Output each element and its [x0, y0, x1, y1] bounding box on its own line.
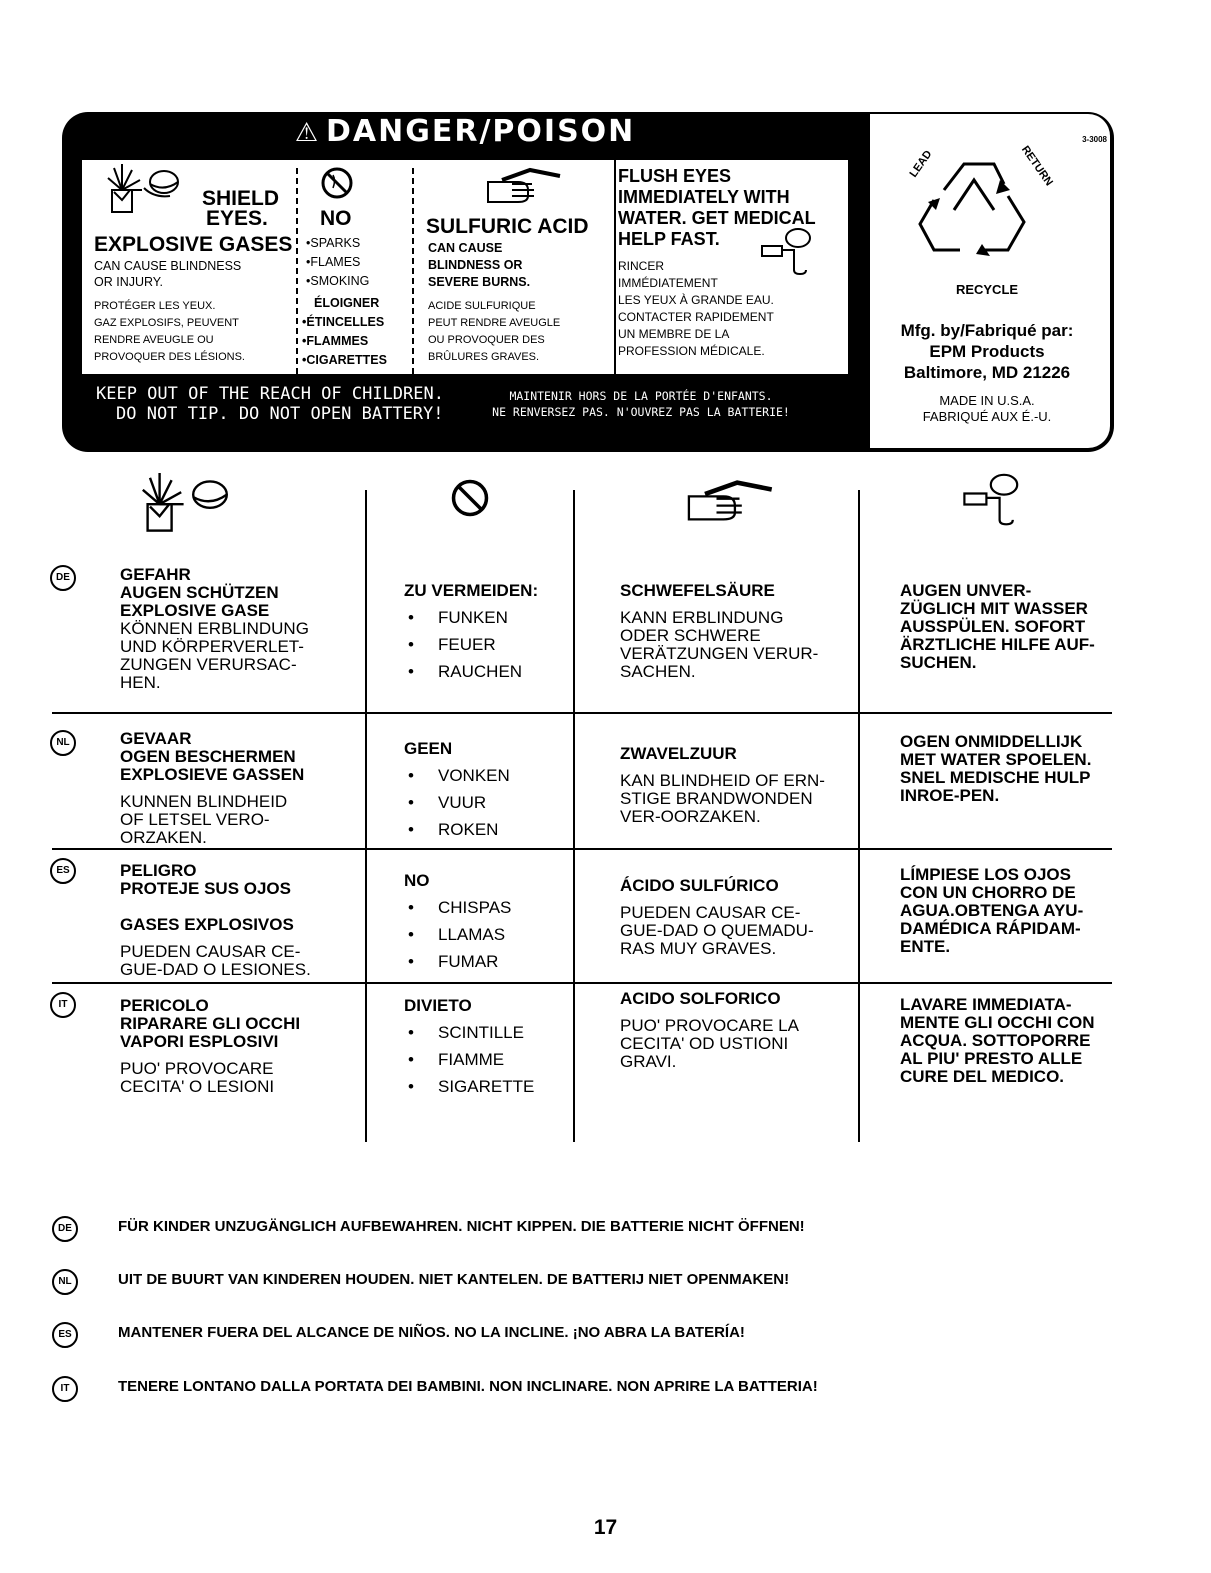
text-line: AGUA.OBTENGA AYU- [900, 901, 1084, 920]
text-line: INROE-PEN. [900, 786, 1000, 805]
text-line: AUSSPÜLEN. SOFORT [900, 617, 1086, 636]
text-line: VERÄTZUNGEN VERUR- [620, 644, 819, 663]
text-line: PUO' PROVOCARE LA [620, 1016, 799, 1035]
text-line: ZUNGEN VERURSAC- [120, 655, 297, 674]
text-line: SACHEN. [620, 662, 696, 681]
list-item: • VONKEN [404, 767, 510, 785]
text-line: DAMÉDICA RÁPIDAM- [900, 919, 1081, 938]
text-line: SCHWEFELSÄURE [620, 581, 775, 600]
list-item: • RAUCHEN [404, 663, 538, 681]
grid-divider [573, 490, 575, 1142]
eyes-heading: EYES. [206, 207, 268, 230]
no-fr-items [302, 294, 387, 370]
es-col4 [900, 866, 1083, 956]
language-badge-nl: NL [52, 1269, 78, 1295]
text-line: PERICOLO [120, 996, 209, 1015]
text-line: GEVAAR [120, 729, 192, 748]
nl-col3 [620, 745, 825, 826]
made-line: FABRIQUÉ AUX É.-U. [922, 409, 1052, 424]
list-item: • FEUER [404, 636, 538, 654]
text-line: SUCHEN. [900, 653, 977, 672]
label-title-text: DANGER/POISON [326, 114, 636, 149]
text-line: PUO' PROVOCARE [120, 1059, 274, 1078]
text-line: ODER SCHWERE [620, 626, 761, 645]
column-divider [296, 168, 298, 374]
text-line: GEFAHR [120, 565, 191, 584]
text-line: LÍMPIESE LOS OJOS [900, 865, 1071, 884]
text-line: OU PROVOQUER DES [428, 334, 545, 346]
text-line: MAINTENIR HORS DE LA PORTÉE D'ENFANTS. [509, 389, 773, 403]
text-line: AUGEN UNVER- [900, 581, 1032, 600]
text-line: ORZAKEN. [120, 828, 207, 847]
text-line: ZU VERMEIDEN: [404, 581, 539, 600]
language-badge-nl: NL [50, 730, 76, 756]
text-line: OGEN BESCHERMEN [120, 747, 296, 766]
shield-fr-text [94, 298, 245, 366]
explosion-eye-icon [104, 162, 184, 216]
text-line: PROTEJE SUS OJOS [120, 879, 291, 898]
explosive-gases-heading: EXPLOSIVE GASES [94, 233, 293, 256]
it-col4 [900, 996, 1095, 1086]
sulfuric-acid-heading: SULFURIC ACID [426, 215, 589, 238]
text-line: UN MEMBRE DE LA [618, 327, 730, 341]
text-line: EXPLOSIVE GASE [120, 601, 270, 620]
acid-hand-icon [682, 478, 774, 524]
text-line: RAS MUY GRAVES. [620, 939, 777, 958]
text-line: CAN CAUSE BLINDNESS [94, 259, 242, 273]
text-line: RIPARARE GLI OCCHI [120, 1014, 301, 1033]
label-code: 3-3008 [1082, 135, 1107, 144]
text-line: CONTACTER RAPIDEMENT [618, 310, 774, 324]
return-text: RETURN [1018, 143, 1055, 189]
text-line: RINCER [618, 259, 665, 273]
acid-fr-text [428, 298, 560, 366]
it-col2 [404, 997, 534, 1096]
language-badge-es: ES [52, 1322, 78, 1348]
es-col1 [120, 862, 311, 979]
list-item: • FUMAR [404, 953, 511, 971]
text-line: PUEDEN CAUSAR CE- [120, 942, 301, 961]
text-line: CECITA' O LESIONI [120, 1077, 275, 1096]
flush-fr-text [618, 258, 774, 360]
text-line: KÖNNEN ERBLINDUNG [120, 619, 309, 638]
text-line: PROVOQUER DES LÉSIONS. [94, 351, 245, 363]
text-line: GEEN [404, 739, 453, 758]
text-line: ACQUA. SOTTOPORRE [900, 1031, 1091, 1050]
grid-divider [858, 490, 860, 1142]
text-line: EXPLOSIEVE GASSEN [120, 765, 305, 784]
de-col4 [900, 582, 1095, 672]
list-item: •FLAMMES [302, 334, 369, 348]
list-item: • CHISPAS [404, 899, 511, 917]
text-line: OR INJURY. [94, 275, 164, 289]
text-line: AL PIU' PRESTO ALLE [900, 1049, 1083, 1068]
text-line: PROTÉGER LES YEUX. [94, 300, 216, 312]
language-badge-it: IT [50, 992, 76, 1018]
list-item: • LLAMAS [404, 926, 511, 944]
no-smoking-icon [450, 478, 490, 518]
no-smoking-icon [320, 166, 354, 200]
no-heading: NO [320, 207, 352, 230]
es-col2 [404, 872, 511, 971]
text-line: HELP FAST. [618, 229, 720, 249]
grid-divider [365, 490, 367, 1142]
list-item: • ROKEN [404, 821, 510, 839]
de-col3 [620, 582, 818, 681]
text-line: GUE-DAD O QUEMADU- [620, 921, 814, 940]
row-divider [52, 982, 1112, 984]
language-badge-de: DE [52, 1216, 78, 1242]
lead-text: LEAD [907, 148, 935, 180]
list-item: • FUNKEN [404, 609, 538, 627]
it-col1 [120, 997, 300, 1096]
list-item: • FIAMME [404, 1051, 534, 1069]
list-item: •ÉTINCELLES [302, 315, 385, 329]
list-item: • VUUR [404, 794, 510, 812]
footer-line-de: FÜR KINDER UNZUGÄNGLICH AUFBEWAHREN. NICHT KIPPEN. DIE BATTERIE NICHT ÖFFNEN! [118, 1218, 805, 1235]
text-line: RENDRE AVEUGLE OU [94, 334, 214, 346]
text-line: GUE-DAD O LESIONES. [120, 960, 311, 979]
footer-line-es: MANTENER FUERA DEL ALCANCE DE NIÑOS. NO LA INCLINE. ¡NO ABRA LA BATERÍA! [118, 1324, 745, 1341]
text-line: ZWAVELZUUR [620, 744, 737, 763]
row-divider [52, 848, 1112, 850]
keep-out-en [96, 384, 444, 424]
nl-col2 [404, 740, 510, 839]
text-line: VER-OORZAKEN. [620, 807, 761, 826]
warning-panel [82, 160, 614, 374]
footer-line-nl: UIT DE BUURT VAN KINDEREN HOUDEN. NIET KANTELEN. DE BATTERIJ NIET OPENMAKEN! [118, 1271, 790, 1288]
text-line: AUGEN SCHÜTZEN [120, 583, 279, 602]
text-line: NO [404, 871, 430, 890]
keep-out-fr [476, 388, 806, 420]
language-badge-de: DE [50, 565, 76, 591]
made-line: MADE IN U.S.A. [939, 393, 1035, 408]
list-item: •FLAMES [306, 255, 361, 269]
nl-col1 [120, 730, 304, 847]
list-heading: ÉLOIGNER [314, 296, 380, 310]
text-line: WATER. GET MEDICAL [618, 208, 816, 228]
text-line: PEUT RENDRE AVEUGLE [428, 317, 561, 329]
made-in-text [872, 393, 1102, 425]
text-line: OGEN ONMIDDELLIJK [900, 732, 1083, 751]
language-badge-it: IT [52, 1376, 78, 1402]
footer-line-it: TENERE LONTANO DALLA PORTATA DEI BAMBINI. NON INCLINARE. NON APRIRE LA BATTERIA! [118, 1378, 818, 1395]
no-en-items [306, 234, 369, 291]
text-line: GRAVI. [620, 1052, 677, 1071]
text-line: CECITA' OD USTIONI [620, 1034, 789, 1053]
shield-heading: SHIELD [202, 187, 280, 210]
text-line: ZÜGLICH MIT WASSER [900, 599, 1088, 618]
label-title [60, 114, 870, 149]
acid-en-text [428, 240, 530, 291]
text-line: FLUSH EYES [618, 166, 732, 186]
list-item: • SIGARETTE [404, 1078, 534, 1096]
text-line: HEN. [120, 673, 161, 692]
de-col2 [404, 582, 538, 681]
text-line: SNEL MEDISCHE HULP [900, 768, 1091, 787]
text-line: PUEDEN CAUSAR CE- [620, 903, 801, 922]
text-line: DIVIETO [404, 996, 472, 1015]
recycle-label: RECYCLE [955, 282, 1019, 297]
text-line: SEVERE BURNS. [428, 275, 531, 289]
it-col3 [620, 990, 799, 1071]
text-line: GAZ EXPLOSIFS, PEUVENT [94, 317, 239, 329]
shield-en-text [94, 258, 241, 290]
list-item: •SPARKS [306, 236, 361, 250]
text-line: ÄRZTLICHE HILFE AUF- [900, 635, 1095, 654]
nl-col4 [900, 733, 1091, 805]
text-line: STIGE BRANDWONDEN [620, 789, 813, 808]
text-line: ACIDO SOLFORICO [620, 989, 781, 1008]
text-line: OF LETSEL VERO- [120, 810, 270, 829]
list-item: •SMOKING [306, 274, 370, 288]
text-line: ACIDE SULFURIQUE [428, 300, 536, 312]
text-line: KEEP OUT OF THE REACH OF CHILDREN. [96, 384, 444, 404]
text-line: GASES EXPLOSIVOS [120, 915, 294, 934]
text-line: BLINDNESS OR [428, 258, 523, 272]
text-line: NE RENVERSEZ PAS. N'OUVREZ PAS LA BATTERIE! [492, 405, 790, 419]
company-name: EPM Products [929, 342, 1045, 361]
text-line: PELIGRO [120, 861, 197, 880]
warning-icon: ⚠ [294, 118, 321, 148]
text-line: KAN BLINDHEID OF ERN- [620, 771, 825, 790]
text-line: IMMÉDIATEMENT [618, 276, 718, 290]
text-line: ÁCIDO SULFÚRICO [620, 876, 779, 895]
text-line: KUNNEN BLINDHEID [120, 792, 288, 811]
mfg-line: Mfg. by/Fabriqué par: [900, 321, 1074, 340]
language-badge-es: ES [50, 858, 76, 884]
acid-hand-icon [482, 166, 562, 206]
text-line: PROFESSION MÉDICALE. [618, 344, 765, 358]
text-line: VAPORI ESPLOSIVI [120, 1032, 279, 1051]
text-line: ENTE. [900, 937, 951, 956]
text-line: MENTE GLI OCCHI CON [900, 1013, 1095, 1032]
text-line: IMMEDIATELY WITH [618, 187, 790, 207]
column-divider [412, 168, 414, 374]
row-divider [52, 712, 1112, 714]
text-line: DO NOT TIP. DO NOT OPEN BATTERY! [116, 404, 444, 424]
page-number: 17 [593, 1516, 618, 1539]
text-line: LES YEUX À GRANDE EAU. [618, 293, 774, 307]
first-aid-panel [614, 160, 848, 374]
es-col3 [620, 877, 814, 958]
text-line: CON UN CHORRO DE [900, 883, 1076, 902]
de-col1 [120, 566, 309, 692]
text-line: CURE DEL MEDICO. [900, 1067, 1065, 1086]
text-line: LAVARE IMMEDIATA- [900, 995, 1072, 1014]
mfg-text [872, 320, 1102, 383]
text-line: KANN ERBLINDUNG [620, 608, 784, 627]
list-item: • SCINTILLE [404, 1024, 534, 1042]
text-line: CAN CAUSE [428, 241, 503, 255]
explosion-eye-icon [138, 470, 234, 536]
eye-wash-icon [960, 470, 1026, 528]
list-item: •CIGARETTES [302, 353, 387, 367]
company-city: Baltimore, MD 21226 [903, 363, 1071, 382]
text-line: MET WATER SPOELEN. [900, 750, 1092, 769]
text-line: UND KÖRPERVERLET- [120, 637, 304, 656]
text-line: BRÛLURES GRAVES. [428, 351, 540, 363]
